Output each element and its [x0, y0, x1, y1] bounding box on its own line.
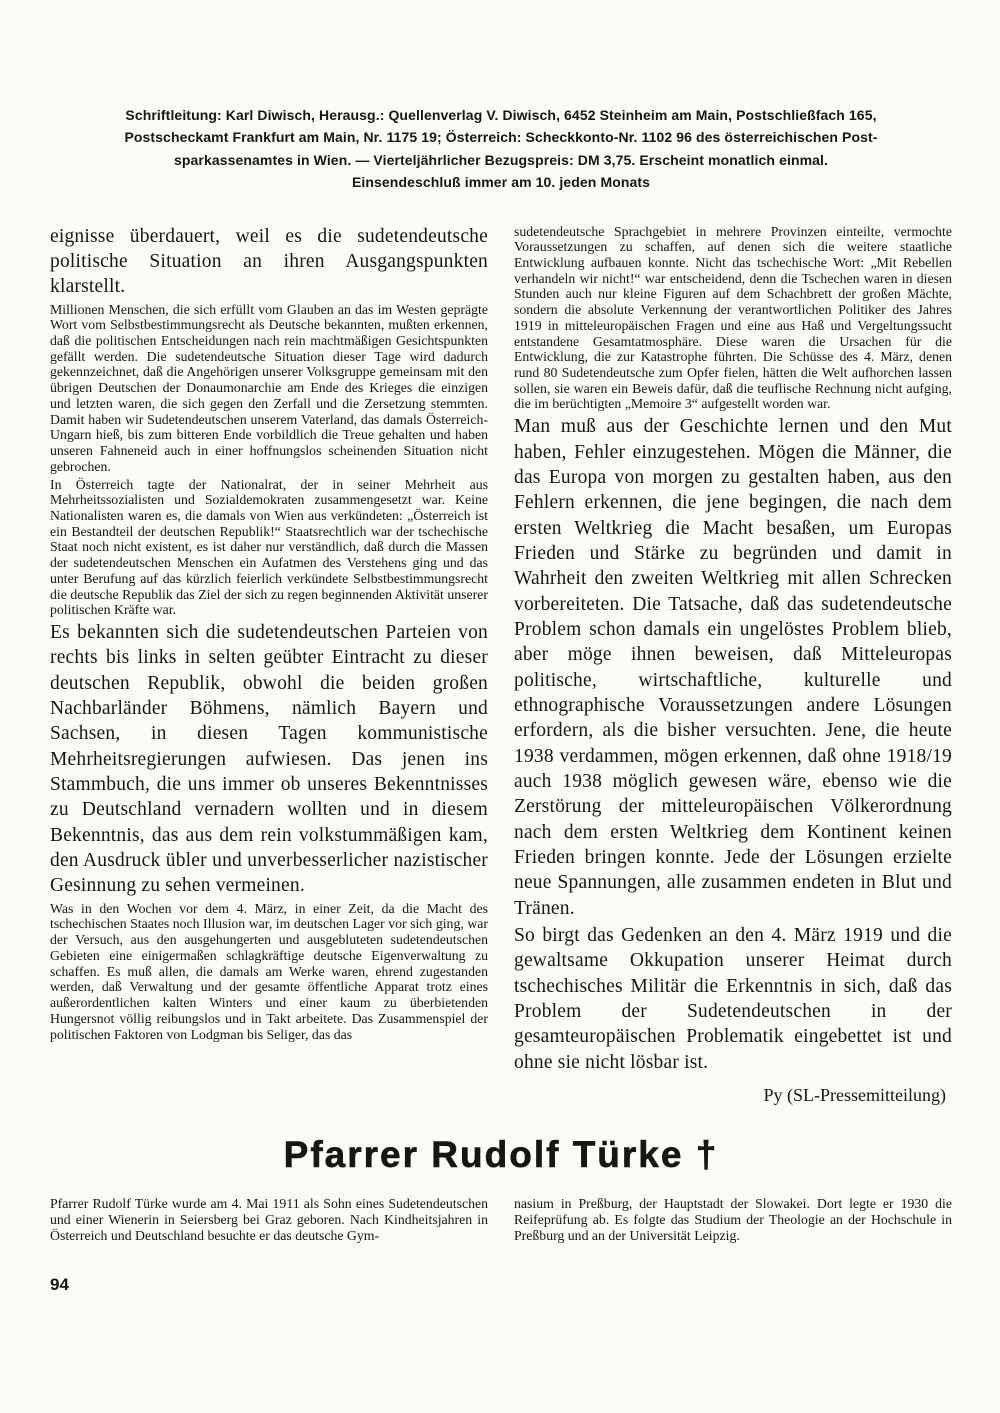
- article-body: [50, 224, 952, 1109]
- body-paragraph: Millionen Menschen, die sich erfüllt vom Glauben an das im Westen geprägte Wort vom Selbstbestimmungsrecht als Deutsche bekannten, mußten erkennen, daß die politischen Entscheidungen nach rein machtmäßigen Gesichtspunkten gefällt werden. Die sudetendeutsche Situation dieser Tage wird dadurch gekennzeichnet, daß die Angehörigen unserer Volksgruppe gemeinsam mit den übrigen Deutschen der Donaumonarchie am Ende des Krieges die einzigen und letzten waren, die sich gegen den Zerfall und die Zersetzung stemmten. Damit haben wir Sudetendeutschen unserem Vaterland, das damals Österreich-Ungarn hieß, bis zum bitteren Ende vorbildlich die Treue gehalten und haben unseren Fahneneid auch in einer hoffnungslos scheinenden Situation nicht gebrochen.: [50, 301, 488, 474]
- lead-paragraph: eignisse überdauert, weil es die sudetendeutsche politische Situation an ihren Ausgangspunkten klarstellt.: [50, 225, 488, 298]
- left-column: [50, 224, 488, 1045]
- lead-paragraph: So birgt das Gedenken an den 4. März 1919 und die gewaltsame Okkupation unserer Heimat durch tschechisches Militär die Erkenntnis in sich, daß das Problem der Sudetendeutschen in der gesamteuropäischen Problematik eingebettet ist und ohne sie nicht lösbar ist.: [514, 925, 952, 1073]
- masthead: [50, 104, 952, 194]
- body-paragraph: In Österreich tagte der Nationalrat, der in seiner Mehrheit aus Mehrheitssozialisten und Sozialdemokraten zusammengesetzt war. Keine Nationalisten waren es, die damals von Wien aus verkündeten: „Österreich ist ein Bestandteil der deutschen Republik!“ Staatsrechtlich war der tschechische Staat noch nicht existent, es ist daher nur verständlich, daß durch die Massen der sudetendeutschen Menschen ein Aufatmen des Verstehens ging und das unter Berufung auf das kürzlich feierlich verkündete Selbstbestimmungsrecht die deutsche Republik das Ziel der sich zu regen beginnenden Aktivität unserer politischen Kräfte war.: [50, 476, 488, 618]
- obituary-right-column: [514, 1196, 952, 1245]
- lead-paragraph: Es bekannten sich die sudetendeutschen Parteien von rechts bis links in selten geübter Eintracht zu dieser deutschen Republik, obwohl die beiden großen Nachbarländer Böhmens, nämlich Bayern und Sachsen, in diesen Tagen kommunistische Mehrheitsregierungen aufwiesen. Das jenen ins Stammbuch, die uns immer ob unseres Bekenntnisses zu Deutschland vernadern wollten und in diesem Bekenntnis, das aus dem rein volkstummäßigen kam, den Ausdruck übler und unverbesserlicher nazistischer Gesinnung zu sehen vermeinen.: [50, 621, 488, 897]
- masthead-line-3: sparkassenamtes in Wien. — Vierteljährlicher Bezugspreis: DM 3,75. Erscheint monatlich einmal.: [173, 151, 829, 168]
- body-paragraph: nasium in Preßburg, der Hauptstadt der Slowakei. Dort legte er 1930 die Reifeprüfung ab. Es folgte das Studium der Theologie an der Hochschule in Preßburg und an der Universität Leipzig.: [514, 1196, 952, 1243]
- body-paragraph: sudetendeutsche Sprachgebiet in mehrere Provinzen einteilte, vermochte Voraussetzungen zu schaffen, auf denen sich die weitere staatliche Entwicklung aufbauen konnte. Nicht das tschechische Wort: „Mit Rebellen verhandeln wir nicht!“ war entscheidend, denn die Tschechen waren in diesen Stunden auch nur kleine Figuren auf dem Schachbrett der großen Mächte, sondern die absolute Verkennung der verantwortlichen Politiker des Jahres 1919 in mitteleuropäischen Fragen und eine aus Haß und Vergeltungssucht entstandene Gesamtatmosphäre. Diese waren die Ursachen für die Entwicklung, die zur Katastrophe führten. Die Schüsse des 4. März, denen rund 80 Sudetendeutsche zum Opfer fielen, hätten die Welt aufhorchen lassen sollen, sie waren ein Beweis dafür, daß die teuflische Rechnung nicht aufging, die im berüchtigten „Memoire 3“ aufgestellt worden war.: [514, 223, 952, 412]
- obituary-headline: Pfarrer Rudolf Türke †: [283, 1134, 719, 1176]
- right-column: [514, 224, 952, 1109]
- page-number: 94: [50, 1275, 69, 1295]
- obituary-left-column: [50, 1196, 488, 1245]
- masthead-line-1: Schriftleitung: Karl Diwisch, Herausg.: Quellenverlag V. Diwisch, 6452 Steinheim am Main, Postschließfach 165,: [125, 107, 877, 123]
- body-paragraph: Was in den Wochen vor dem 4. März, in einer Zeit, da die Macht des tschechischen Staates noch Illusion war, im deutschen Lager vor sich ging, war der Versuch, aus den ausgehungerten und ausgebluteten sudetendeutschen Gebieten eine einigermaßen schlagkräftige deutsche Eigenverwaltung zu schaffen. Es muß allen, die damals am Werke waren, ehrend zugestanden werden, daß Verwaltung und der gesamte öffentliche Apparat trotz eines außerordentlichen kalten Winters und einer kaum zu überbietenden Hungersnot völlig reibungslos und in Takt arbeitete. Das Zusammenspiel der politischen Faktoren von Lodgman bis Seliger, das das: [50, 900, 488, 1042]
- body-paragraph: Pfarrer Rudolf Türke wurde am 4. Mai 1911 als Sohn eines Sudetendeutschen und einer Wienerin in Seiersberg bei Graz geboren. Nach Kindheitsjahren in Österreich und Deutschland besuchte er das deutsche Gym-: [50, 1196, 488, 1243]
- masthead-line-2: Postscheckamt Frankfurt am Main, Nr. 1175 19; Österreich: Scheckkonto-Nr. 1102 96 des österreichischen Post-: [124, 129, 878, 146]
- lead-paragraph: Man muß aus der Geschichte lernen und den Mut haben, Fehler einzugestehen. Mögen die Männer, die das Europa von morgen zu gestalten haben, aus den Fehlern erkennen, die jene begingen, die nach dem ersten Weltkrieg die Macht besaßen, um Europas Frieden und Stärke zu begründen und damit in Wahrheit den zweiten Weltkrieg mit allen Schrecken vorbereiteten. Die Tatsache, daß das sudetendeutsche Problem schon damals ein ungelöstes Problem blieb, aber möge ihnen beweisen, daß Mitteleuropas politische, wirtschaftliche, kulturelle und ethnographische Voraussetzungen andere Lösungen erfordern, als die bisher versuchten. Jene, die heute 1938 verdammen, mögen erkennen, daß ohne 1918/19 auch 1938 möglich gewesen wäre, ebenso wie die Zerstörung der mitteleuropäischen Völkerordnung nach dem ersten Weltkrieg dem Kontinent keinen Frieden bringen konnte. Jede der Lösungen erzielte neue Spannungen, alle zusammen endeten in Blut und Tränen.: [514, 416, 952, 919]
- obituary-body: [50, 1196, 952, 1245]
- press-release-byline: Py (SL-Pressemitteilung): [763, 1085, 946, 1106]
- masthead-line-4: Einsendeschluß immer am 10. jeden Monats: [351, 174, 651, 191]
